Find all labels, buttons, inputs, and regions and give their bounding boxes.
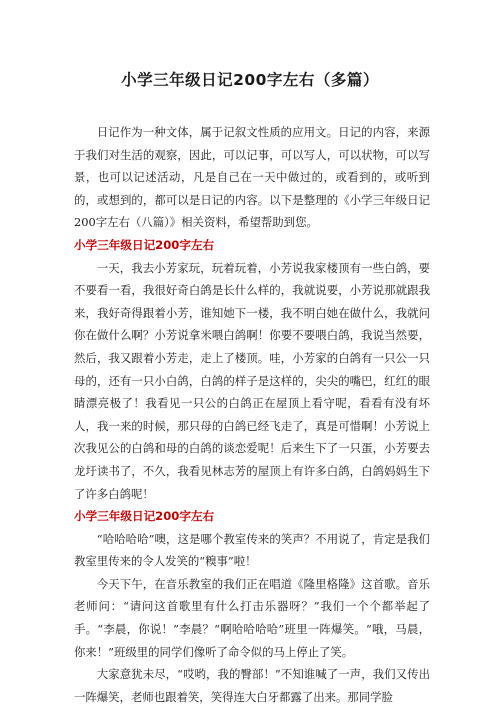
document-body <box>74 121 430 708</box>
intro-paragraph: 日记作为一种文体，属于记叙文性质的应用文。日记的内容，来源于我们对生活的观察，因此，可以记事，可以写人，可以状物，可以写景，也可以记述活动，凡是自己在一天中做过的，或看到的，或听到的，或想到的，都可以是日记的内容。以下是整理的《小学三年级日记200字左右（八篇）》相关资料，希望帮助到您。 <box>74 125 430 230</box>
section-heading: 小学三年级日记200字左右 <box>74 237 215 252</box>
body-paragraph: 大家意犹未尽，“哎哟，我的臀部！”不知谁喊了一声，我们又传出一阵爆笑，老师也跟着笑，笑得连大白牙都露了出来。那同学脸 <box>74 667 430 704</box>
document-title: 小学三年级日记200字左右（多篇） <box>121 71 379 89</box>
body-paragraph: “哈哈哈哈”噢，这是哪个教室传来的笑声？不用说了，肯定是我们教室里传来的令人发笑的“糗事”啦！ <box>74 531 430 569</box>
body-paragraph: 今天下午，在音乐教室的我们正在唱道《隆里格隆》这首歌。音乐老师问：“请问这首歌里有什么打击乐器呀？”我们一个个都举起了手。“李晨，你说！”李晨？“啊哈哈哈哈”班里一阵爆笑。“哦，马晨，你来！”班级里的同学们像听了命令似的马上停止了笑。 <box>74 576 430 659</box>
body-paragraph: 一天，我去小芳家玩，玩着玩着，小芳说我家楼顶有一些白鸽，要不要看一看，我很好奇白鸽是长什么样的，我就说要，小芳说那就跟我来，我好奇得跟着小芳，谁知她下一楼，我不明白她在做什么，我就问你在做什么啊？小芳说拿米喂白鸽啊！你要不要喂白鸽，我说当然要，然后，我又跟着小芳走，走上了楼顶。哇，小芳家的白鸽有一只公一只母的，还有一只小白鸽，白鸽的样子是这样的，尖尖的嘴巴，红红的眼睛漂亮极了！我看见一只公的白鸽正在屋顶上看守呢，看看有没有坏人，我一来的时候，那只母的白鸽已经飞走了，真是可惜啊！小芳说上次我见公的白鸽和母的白鸽的谈恋爱呢！后来生下了一只蛋，小芳要去龙圩读书了，不久，我看见林志芳的屋顶上有许多白鸽，白鸽妈妈生下了许多白鸽呢！ <box>74 260 430 501</box>
section-heading: 小学三年级日记200字左右 <box>74 509 215 524</box>
